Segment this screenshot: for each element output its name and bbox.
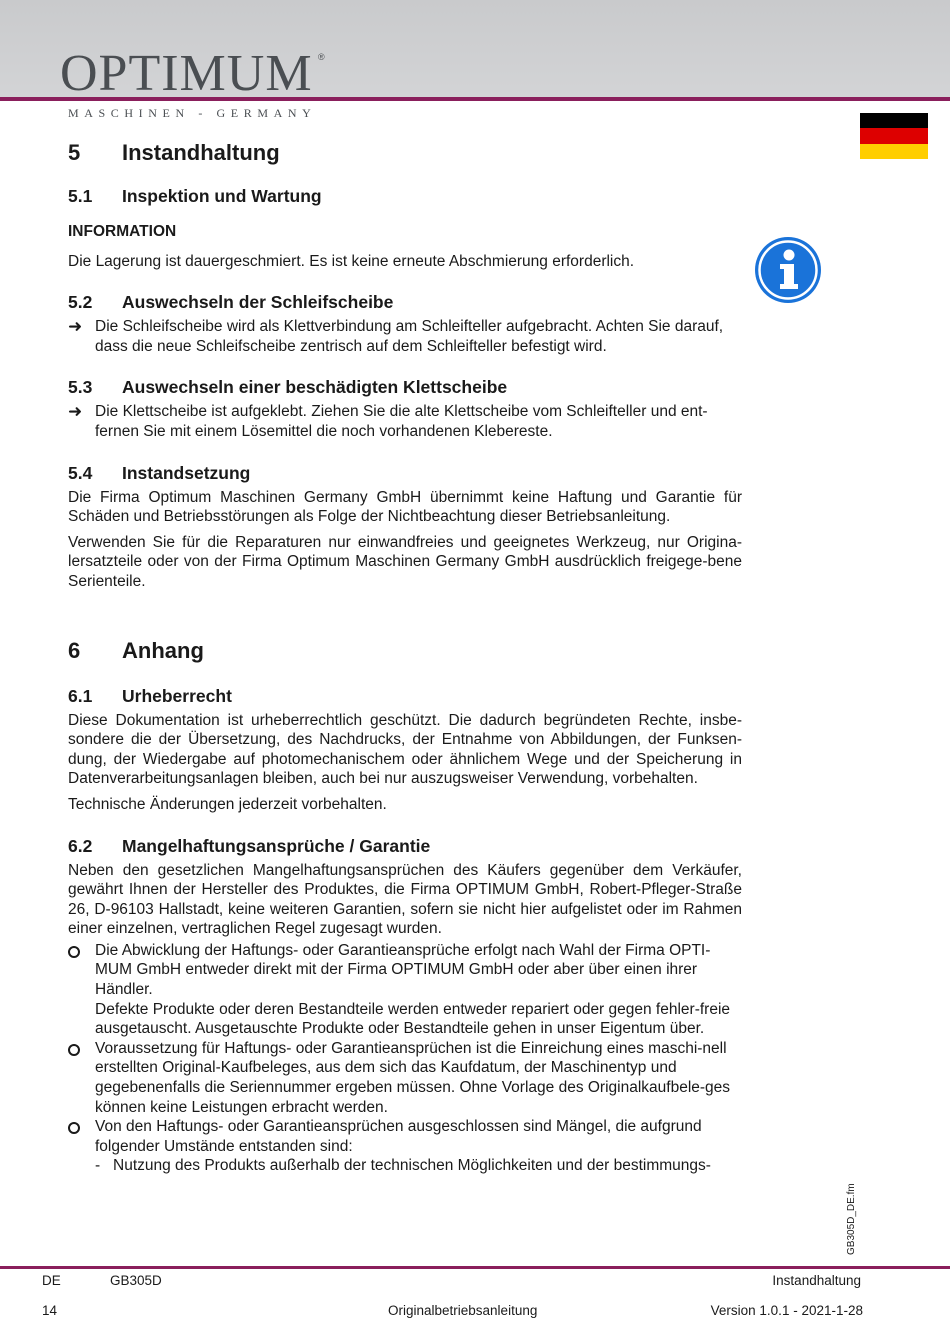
paragraph: Die Firma Optimum Maschinen Germany GmbH übernimmt keine Haftung und Garantie für Schäden und Betriebsstörungen als Folge der Nichtbeachtung dieser Betriebsanleitung.: [68, 488, 742, 526]
section-heading-6: 6 Anhang: [68, 637, 204, 663]
section-heading-6-2: 6.2 Mangelhaftungsansprüche / Garantie: [68, 835, 431, 856]
instruction-item: ➜ Die Schleifscheibe wird als Klettverbindung am Schleifteller aufgebracht. Achten Sie darauf, dass die neue Schleifscheibe zentrisch auf dem Schleifteller befestigt wird.: [68, 317, 724, 355]
info-circle-icon: [754, 236, 822, 304]
paragraph: Die Lagerung ist dauergeschmiert. Es ist keine erneute Abschmierung erforderlich.: [68, 252, 635, 270]
footer-document-type: Originalbetriebsanleitung: [388, 1303, 538, 1318]
paragraph: Verwenden Sie für die Reparaturen nur einwandfreies und geeignetes Werkzeug, nur Origina-lersatzteile oder von der Firma Optimum Maschinen Germany GmbH ausdrücklich freigege-bene Serienteile.: [68, 533, 742, 590]
instruction-item: ➜ Die Klettscheibe ist aufgeklebt. Ziehen Sie die alte Klettscheibe vom Schleifteller und ent-fernen Sie mit einem Lösemittel die noch vorhandenen Klebereste.: [68, 402, 708, 440]
bullet-circle-icon: [68, 1122, 80, 1134]
footer-page-number: 14: [42, 1303, 58, 1318]
section-heading-5: 5 Instandhaltung: [68, 140, 280, 165]
information-label: INFORMATION: [68, 223, 177, 240]
list-item: Die Abwicklung der Haftungs- oder Garantieansprüche erfolgt nach Wahl der Firma OPTI-MUM GmbH entweder direkt mit der Firma OPTIMUM GmbH oder aber über einen ihrer Händler. Defekte Produkte oder deren Bestandteile werden entweder repariert oder gegen fehler-freie ausgetauscht. Ausgetauschte Produkte oder Bestandteile gehen in unser Eigentum über.: [68, 941, 742, 1039]
section-heading-5-2: 5.2 Auswechseln der Schleifscheibe: [68, 292, 394, 313]
paragraph: Technische Änderungen jederzeit vorbehalten.: [68, 795, 387, 813]
list-item: Voraussetzung für Haftungs- oder Garantieansprüchen ist die Einreichung eines maschi-nell erstellten Original-Kaufbeleges, aus dem sich das Kaufdatum, der Maschinentyp und gegebenenfalls die Seriennummer ergeben müssen. Ohne Vorlage des Originalkaufbele-ges können keine Leistungen erbracht werden.: [68, 1039, 742, 1117]
section-heading-5-4: 5.4 Instandsetzung: [68, 462, 251, 483]
list-item: Von den Haftungs- oder Garantieansprüchen ausgeschlossen sind Mängel, die aufgrund folgender Umstände entstanden sind:: [68, 1117, 742, 1156]
footer-section: Instandhaltung: [772, 1273, 861, 1288]
dash-marker: -: [95, 1157, 101, 1175]
arrow-right-icon: ➜: [68, 402, 83, 422]
german-flag-icon: [860, 113, 928, 159]
sub-list-item: - Nutzung des Produkts außerhalb der technischen Möglichkeiten und der bestimmungs-: [95, 1157, 711, 1175]
logo-subtitle: MASCHINEN - GERMANY: [68, 106, 317, 120]
page-content: [68, 140, 742, 1176]
bullet-circle-icon: [68, 946, 80, 958]
section-heading-5-1: 5.1 Inspektion und Wartung: [68, 186, 322, 206]
paragraph: Neben den gesetzlichen Mangelhaftungsansprüchen des Käufers gegenüber dem Verkäufer, gewährt Ihnen der Hersteller des Produktes, die Firma OPTIMUM GmbH, Robert-Pfleger-Straße 26, D-96103 Hallstadt, keine weiteren Garantien, sofern sie nicht hier aufgelistet oder im Rahmen einer einzelnen, vertraglichen Regel zugesagt wurden.: [68, 861, 742, 938]
file-name-label: GB305D_DE.fm: [846, 1183, 857, 1255]
logo: OPTIMUM: [60, 45, 313, 102]
bullet-circle-icon: [68, 1044, 80, 1056]
paragraph: Diese Dokumentation ist urheberrechtlich geschützt. Die dadurch begründeten Rechte, insbe-sondere die der Übersetzung, des Nachdrucks, der Entnahme von Abbildungen, der Funksen-dung, der Wiedergabe auf photomechanischem oder ähnlichem Wege und der Speicherung in Datenverarbeitungsanlagen bleiben, auch bei nur auszugsweiser Verwendung, vorbehalten.: [68, 711, 742, 788]
footer-rule: [0, 1266, 950, 1269]
arrow-right-icon: ➜: [68, 317, 83, 337]
logo-registered-mark: ®: [318, 52, 325, 62]
section-heading-6-1: 6.1 Urheberrecht: [68, 685, 232, 706]
footer-version: Version 1.0.1 - 2021-1-28: [710, 1303, 863, 1318]
footer-model: GB305D: [110, 1273, 162, 1288]
section-heading-5-3: 5.3 Auswechseln einer beschädigten Klettscheibe: [68, 377, 508, 398]
footer-language: DE: [42, 1273, 61, 1288]
